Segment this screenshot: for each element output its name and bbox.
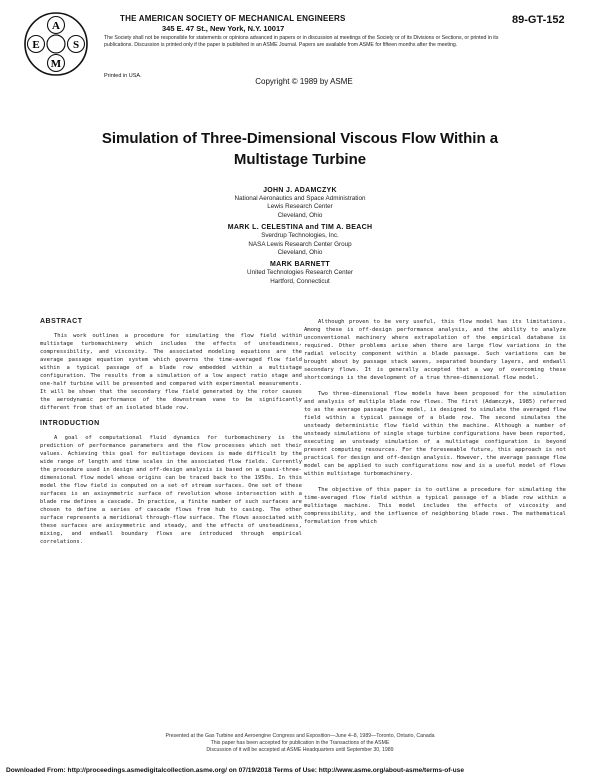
affiliation-line: NASA Lewis Research Center Group: [248, 240, 352, 248]
body-paragraph: Two three-dimensional flow models have been proposed for the simulation and analysis of multiple blade row flows. The first (Adamczyk, 1985) referred to as the average passage flow model, is designed to simulate the averaged flow field within a typical passage of a blade row. The second simulates the unsteady deterministic flow field within the machine. Although a number of unsteady simulations of single stage turbine configurations have been reported, executing an unsteady simulation of a multistage configuration is beyond present computing resources. For the foreseeable future, this approach is not practical for design and off-design analysis. However, the average passage flow model can be applied to such configurations now and is a useful model of flows within multistage turbomachinery.: [304, 391, 566, 477]
logo-letter-e: E: [32, 39, 40, 51]
author-name: MARK L. CELESTINA and TIM A. BEACH: [227, 224, 373, 232]
paper-title: Simulation of Three-Dimensional Viscous Flow Within a Multistage Turbine: [101, 130, 499, 168]
author-name: JOHN J. ADAMCZYK: [263, 187, 337, 194]
author-block: [0, 186, 600, 220]
introduction-heading: INTRODUCTION: [40, 420, 100, 427]
paper-number: 89-GT-152: [512, 14, 565, 26]
author-list: [0, 186, 600, 289]
affiliation-line: Sverdrup Technologies, Inc.: [261, 232, 339, 240]
affiliation-line: Hartford, Connecticut: [270, 277, 330, 285]
logo-letter-s: S: [72, 39, 80, 51]
author-block: [0, 223, 600, 257]
body-paragraph: The objective of this paper is to outline a procedure for simulating the time-averaged flow field within a typical passage of a blade row within a multistage machine. This model includes the effects of viscosity and compressibility, and the influence of neighboring blade rows. The mathematical formulation from which: [304, 487, 566, 525]
affiliation-line: Lewis Research Center: [267, 203, 333, 211]
body-paragraph: Although proven to be very useful, this flow model has its limitations. Among these is off-design performance analysis, and the ability to analyze unconventional machinery where extrapolation of the empirical database is required. Other problems arise when there are large flow variations in the radial velocity component within a blade passage. Such variations can be brought about by passage stack waves, separated boundary layers, and endwall secondary flows. It is generally accepted that a way of overcoming these shortcomings is the development of a true three-dimensional flow model.: [304, 319, 566, 381]
affiliation-line: Cleveland, Ohio: [277, 211, 323, 219]
author-block: [0, 260, 600, 286]
presentation-line: This paper has been accepted for publication in the Transactions of the ASME: [210, 740, 390, 746]
download-footer[interactable]: Downloaded From: http://proceedings.asmedigitalcollection.asme.org/ on 07/19/2018 Terms of Use: http://www.asme.org/about-asme/terms-of-use: [6, 767, 464, 774]
introduction-text: A goal of computational fluid dynamics for turbomachinery is the prediction of performance parameters and the flow processes which set their values. Achieving this goal for multistage devices is made difficult by the wide range of length and time scales in the associated flow fields. Currently the procedure used in design and off-design analysis is based on a quasi-three-dimensional flow model whose origins can be traced back to the 1950s. In this model the flow field is computed on a set of stream surfaces. One set of these surfaces is an axisymmetric surface of revolution whose intersection with a blade row defines a cascade. In practice, a finite number of such surfaces are chosen to define a series of cascade flows from hub to casing. The other surface represents a meridional through-flow surface. The flows associated with these surfaces are axisymmetric and steady, and the effects of unsteadiness, mixing, and endwall boundary flows are introduced through empirical correlations.: [40, 435, 302, 545]
affiliation-line: United Technologies Research Center: [247, 269, 353, 277]
printed-in-usa: Printed in USA.: [104, 73, 142, 79]
logo-letter-a: A: [52, 20, 60, 32]
disclaimer-text: The Society shall not be responsible for statements or opinions advanced in papers or in discussion at meetings of the Society or of its Divisions or Sections, or printed in its publications. Discussion is printed only if the paper is published in an ASME Journal. Papers are available from ASME for fifteen months after the meeting.: [104, 35, 499, 48]
abstract-text: This work outlines a procedure for simulating the flow field within multistage turbomachinery which includes the effects of unsteadiness, compressibility, and viscosity. The associated modeling equations are the average passage equation system which governs the time-averaged flow field within a typical passage of a blade row embedded within a multistage configuration. The results from a simulation of a low aspect ratio stage and one-half turbine will be presented and compared with experimental measurements. It will be shown that the secondary flow field generated by the rotor causes the aerodynamic performance of the downstream vane to be significantly different from that of an isolated blade row.: [40, 333, 302, 411]
presentation-note: [0, 733, 600, 754]
right-column: [304, 318, 566, 534]
left-column: [40, 318, 302, 554]
affiliation-line: National Aeronautics and Space Administration: [234, 195, 366, 202]
abstract-heading: ABSTRACT: [40, 318, 83, 325]
copyright-line: Copyright © 1989 by ASME: [255, 77, 353, 86]
asme-logo: [10, 9, 102, 79]
society-name: THE AMERICAN SOCIETY OF MECHANICAL ENGINEERS: [120, 14, 346, 23]
logo-letter-m: M: [50, 58, 62, 70]
author-name: MARK BARNETT: [270, 261, 330, 269]
society-address: 345 E. 47 St., New York, N.Y. 10017: [162, 24, 285, 33]
presentation-line: Discussion of it will be accepted at ASME Headquarters until September 30, 1989: [206, 747, 394, 753]
affiliation-line: Cleveland, Ohio: [277, 249, 323, 257]
presentation-line: Presented at the Gas Turbine and Aeroengine Congress and Exposition—June 4–8, 1989—Toronto, Ontario, Canada: [165, 733, 435, 739]
